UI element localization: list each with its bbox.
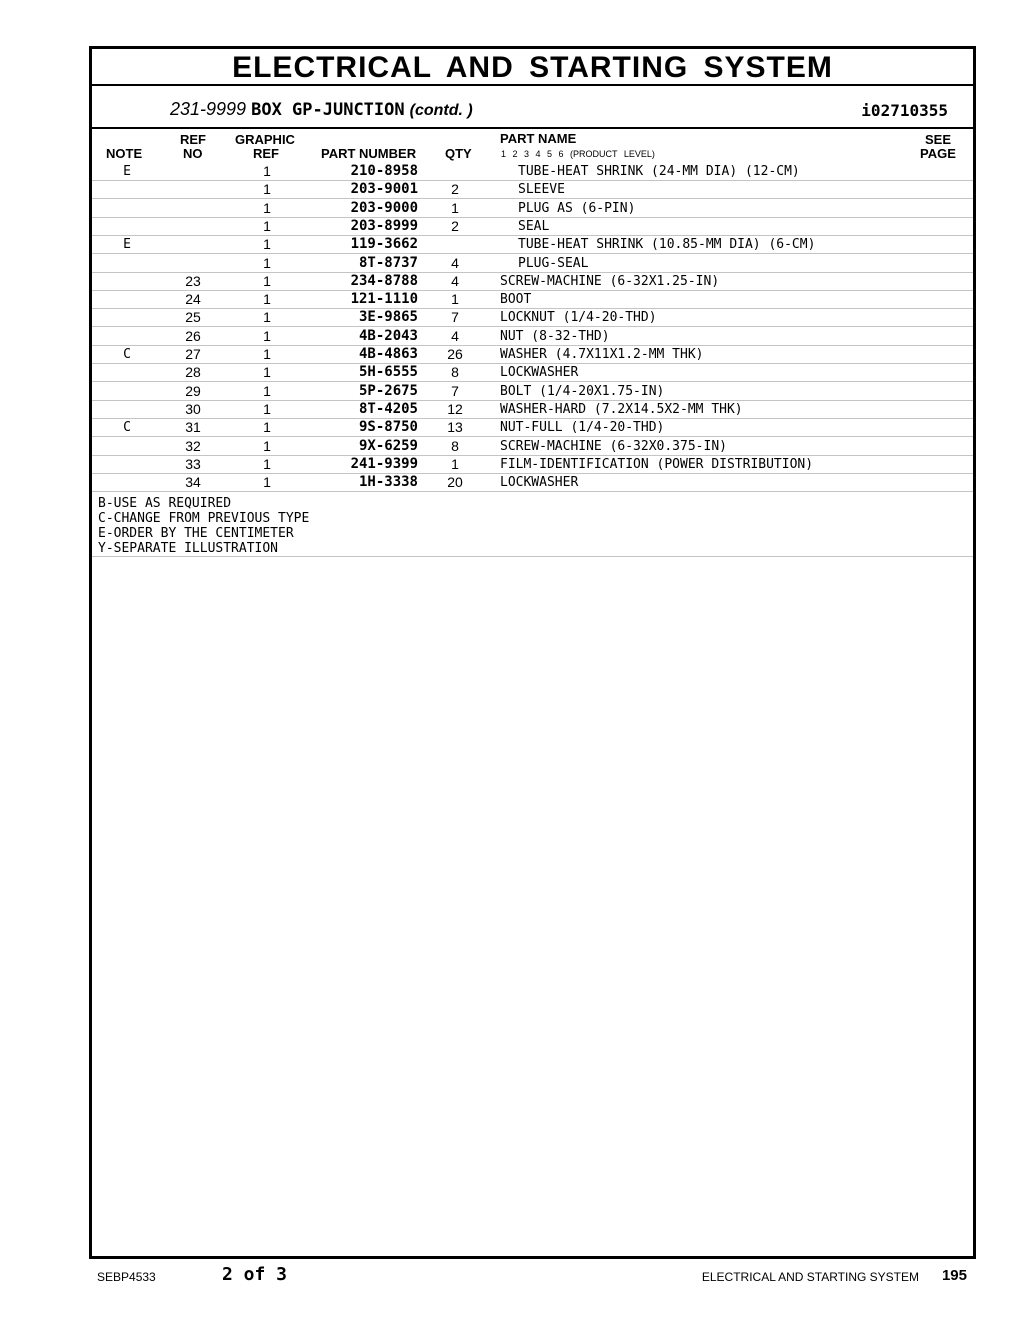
- table-row: [92, 217, 973, 236]
- row-qty: 1: [451, 199, 459, 216]
- row-part-name: SLEEVE: [518, 182, 565, 198]
- col-part-name: PART NAME: [500, 131, 577, 146]
- table-row: [92, 437, 973, 456]
- row-ref-no: 31: [185, 419, 201, 436]
- row-qty: 8: [451, 437, 459, 454]
- row-part-number: 9X-6259: [358, 437, 418, 454]
- col-see-top: SEE: [925, 132, 952, 147]
- row-part-number: 9S-8750: [358, 419, 418, 436]
- row-part-name: NUT-FULL (1/4-20-THD): [500, 420, 665, 436]
- row-graphic-ref: 1: [263, 437, 271, 454]
- row-part-name: TUBE-HEAT SHRINK (24-MM DIA) (12-CM): [518, 164, 800, 179]
- col-ref-top: REF: [180, 132, 206, 147]
- row-part-number: 4B-2043: [358, 327, 418, 344]
- row-graphic-ref: 1: [263, 181, 271, 198]
- col-graphic-bottom: REF: [253, 146, 279, 161]
- row-part-name: PLUG-SEAL: [518, 255, 589, 271]
- row-part-name: NUT (8-32-THD): [500, 328, 610, 344]
- row-graphic-ref: 1: [263, 236, 271, 253]
- group-name: BOX GP-JUNCTION: [251, 100, 405, 120]
- note-b: B-USE AS REQUIRED: [98, 496, 232, 511]
- row-part-number: 5H-6555: [358, 364, 418, 381]
- footer-document: SEBP4533: [97, 1270, 156, 1284]
- row-ref-no: 24: [185, 291, 201, 308]
- table-row: [92, 180, 973, 199]
- row-note: E: [123, 237, 131, 253]
- col-graphic-top: GRAPHIC: [235, 132, 295, 147]
- note-e: E-ORDER BY THE CENTIMETER: [98, 526, 294, 541]
- row-qty: 8: [451, 364, 459, 381]
- group-part-number: 231-9999: [170, 99, 247, 119]
- row-note: C: [123, 420, 131, 436]
- row-ref-no: 30: [185, 400, 201, 417]
- row-graphic-ref: 1: [263, 309, 271, 326]
- row-qty: 12: [447, 400, 463, 417]
- row-graphic-ref: 1: [263, 291, 271, 308]
- row-qty: 2: [451, 181, 459, 198]
- row-part-number: 241-9399: [350, 455, 418, 472]
- column-headers: [92, 129, 973, 161]
- row-graphic-ref: 1: [263, 474, 271, 491]
- row-graphic-ref: 1: [263, 254, 271, 271]
- table-row: [92, 254, 973, 273]
- row-graphic-ref: 1: [263, 199, 271, 216]
- row-part-name: SCREW-MACHINE (6-32X0.375-IN): [500, 438, 727, 454]
- row-graphic-ref: 1: [263, 455, 271, 472]
- row-part-number: 203-9001: [350, 181, 418, 198]
- footer-sheet: 2 of 3: [222, 1264, 288, 1285]
- table-row: [92, 400, 973, 419]
- row-qty: 13: [447, 419, 463, 436]
- row-part-name: SCREW-MACHINE (6-32X1.25-IN): [500, 273, 720, 289]
- row-part-number: 210-8958: [350, 163, 418, 179]
- table-row: [92, 290, 973, 309]
- row-graphic-ref: 1: [263, 364, 271, 381]
- row-part-number: 121-1110: [350, 291, 418, 308]
- table-row: [92, 382, 973, 401]
- row-qty: 26: [447, 346, 463, 362]
- row-qty: 4: [451, 272, 459, 289]
- row-part-name: BOOT: [500, 292, 532, 308]
- row-qty: 4: [451, 254, 459, 271]
- footer-section: ELECTRICAL AND STARTING SYSTEM: [701, 1270, 919, 1284]
- parts-page-frame: [89, 46, 976, 1259]
- col-part-number: PART NUMBER: [321, 146, 417, 161]
- row-ref-no: 26: [185, 327, 201, 344]
- row-part-name: BOLT (1/4-20X1.75-IN): [500, 383, 665, 399]
- table-row: [92, 345, 973, 364]
- col-product-levels: 1 2 3 4 5 6 (PRODUCT LEVEL): [501, 149, 655, 159]
- table-row: [92, 418, 973, 437]
- row-part-number: 203-8999: [350, 217, 418, 234]
- row-qty: 4: [451, 327, 459, 344]
- row-ref-no: 27: [185, 346, 201, 362]
- row-part-name: SEAL: [518, 218, 550, 234]
- group-header: [92, 86, 973, 129]
- row-graphic-ref: 1: [263, 272, 271, 289]
- row-note: C: [123, 347, 131, 362]
- row-part-number: 119-3662: [350, 236, 418, 253]
- row-ref-no: 23: [185, 272, 201, 289]
- row-part-number: 234-8788: [350, 272, 418, 289]
- row-part-number: 4B-4863: [358, 346, 418, 362]
- table-row: [92, 308, 973, 327]
- table-row: [92, 235, 973, 254]
- row-part-number: 1H-3338: [358, 474, 418, 491]
- row-graphic-ref: 1: [263, 327, 271, 344]
- row-part-number: 3E-9865: [358, 309, 418, 326]
- row-qty: 20: [447, 474, 463, 491]
- row-ref-no: 34: [185, 474, 201, 491]
- row-part-number: 8T-8737: [358, 254, 418, 271]
- row-ref-no: 28: [185, 364, 201, 381]
- col-see-bottom: PAGE: [920, 146, 956, 161]
- col-note: NOTE: [106, 146, 143, 161]
- row-graphic-ref: 1: [263, 163, 271, 179]
- table-row: [92, 473, 973, 492]
- footer-page-number: 195: [941, 1267, 967, 1284]
- notes-legend: [98, 496, 309, 556]
- row-part-name: WASHER-HARD (7.2X14.5X2-MM THK): [500, 401, 743, 417]
- row-part-name: LOCKWASHER: [500, 365, 579, 381]
- row-qty: 7: [451, 382, 459, 399]
- row-part-name: FILM-IDENTIFICATION (POWER DISTRIBUTION): [500, 456, 814, 472]
- row-ref-no: 25: [185, 309, 201, 326]
- row-part-name: LOCKNUT (1/4-20-THD): [500, 310, 657, 326]
- row-graphic-ref: 1: [263, 382, 271, 399]
- row-qty: 2: [451, 217, 459, 234]
- row-part-name: TUBE-HEAT SHRINK (10.85-MM DIA) (6-CM): [518, 237, 816, 253]
- row-ref-no: 29: [185, 382, 201, 399]
- table-row: [92, 455, 973, 474]
- row-graphic-ref: 1: [263, 400, 271, 417]
- row-note: E: [123, 164, 131, 179]
- row-part-name: LOCKWASHER: [500, 475, 579, 491]
- row-ref-no: 33: [185, 455, 201, 472]
- note-y: Y-SEPARATE ILLUSTRATION: [98, 541, 279, 556]
- table-row: [92, 363, 973, 382]
- table-row: [92, 272, 973, 291]
- row-part-name: WASHER (4.7X11X1.2-MM THK): [500, 347, 704, 362]
- row-graphic-ref: 1: [263, 346, 271, 362]
- page-title: ELECTRICAL AND STARTING SYSTEM: [92, 49, 973, 86]
- row-ref-no: 32: [185, 437, 201, 454]
- group-continued: (contd. ): [409, 102, 473, 119]
- col-qty: QTY: [445, 146, 472, 161]
- page-footer: [0, 1262, 1020, 1292]
- row-part-number: 5P-2675: [358, 382, 418, 399]
- note-c: C-CHANGE FROM PREVIOUS TYPE: [98, 511, 310, 526]
- row-part-name: PLUG AS (6-PIN): [518, 200, 636, 216]
- row-qty: 1: [451, 455, 459, 472]
- row-part-number: 203-9000: [350, 199, 418, 216]
- row-qty: 1: [451, 291, 459, 308]
- table-row: [92, 327, 973, 346]
- table-row: [92, 199, 973, 218]
- col-ref-bottom: NO: [183, 146, 203, 161]
- illustration-id: i02710355: [861, 101, 948, 120]
- row-part-number: 8T-4205: [358, 400, 418, 417]
- row-graphic-ref: 1: [263, 217, 271, 234]
- group-title: [170, 99, 473, 120]
- row-graphic-ref: 1: [263, 419, 271, 436]
- row-qty: 7: [451, 309, 459, 326]
- table-row: [92, 162, 973, 181]
- notes-divider: [92, 556, 973, 557]
